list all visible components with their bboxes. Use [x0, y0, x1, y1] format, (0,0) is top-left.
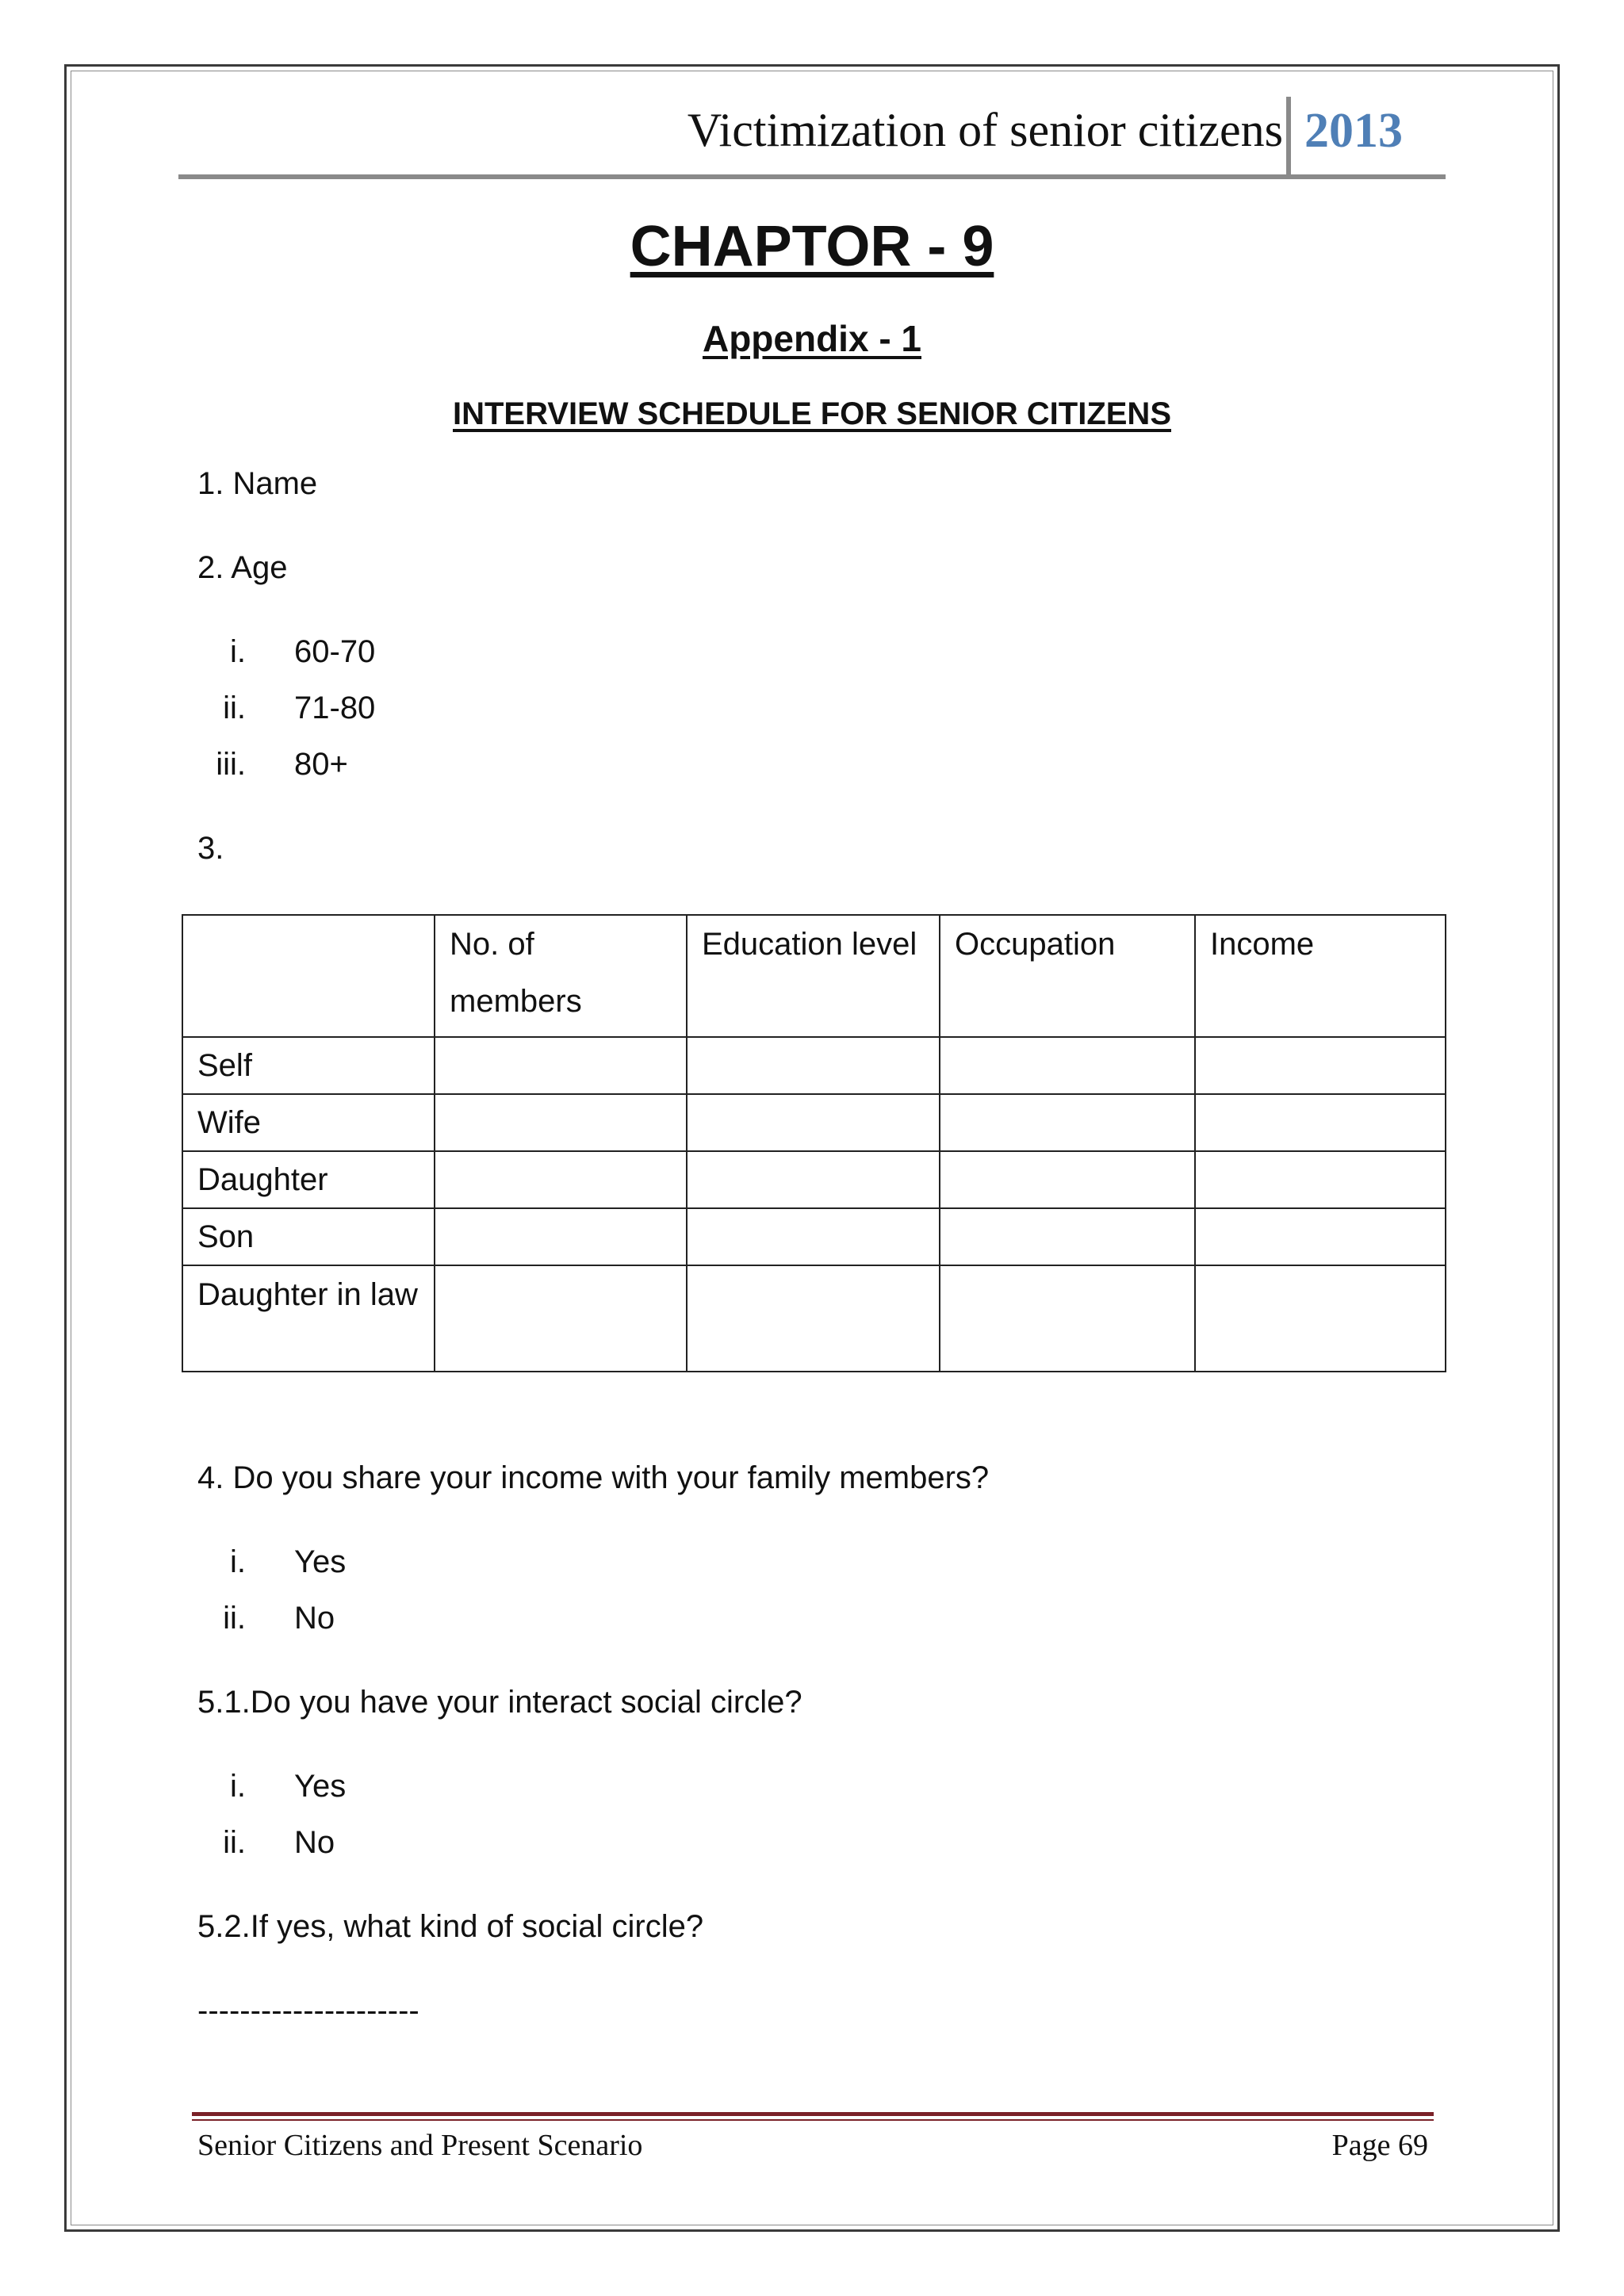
table-cell — [687, 1151, 940, 1208]
age-option-text: 60-70 — [294, 634, 376, 669]
appendix-title: Appendix - 1 — [702, 318, 922, 359]
family-members-table — [182, 914, 1446, 1372]
table-cell — [940, 1265, 1195, 1372]
social-circle-option-text: Yes — [294, 1769, 347, 1804]
question-name: 1. Name — [197, 466, 318, 501]
table-cell — [940, 1094, 1195, 1151]
footer-rule-thin — [192, 2119, 1434, 2121]
header-rule — [178, 174, 1446, 179]
table-cell — [687, 1265, 940, 1372]
table-header-cell: Education level — [687, 915, 940, 1037]
table-row-label: Daughter in law — [182, 1265, 435, 1372]
table-cell — [435, 1208, 687, 1265]
share-income-option-text: No — [294, 1601, 335, 1636]
share-income-option-text: Yes — [294, 1544, 347, 1579]
share-income-option-number: i. — [230, 1544, 246, 1579]
table-cell — [1195, 1151, 1446, 1208]
table-cell — [1195, 1265, 1446, 1372]
table-row-label: Daughter — [182, 1151, 435, 1208]
table-cell — [435, 1151, 687, 1208]
table-cell — [940, 1037, 1195, 1094]
footer-rule — [192, 2112, 1434, 2116]
age-option-number: i. — [230, 634, 246, 669]
table-cell — [435, 1265, 687, 1372]
table-header-row — [182, 915, 1446, 1037]
header-title: Victimization of senior citizens — [687, 104, 1283, 156]
table-cell — [435, 1037, 687, 1094]
table-cell — [435, 1094, 687, 1151]
table-row — [182, 1265, 1446, 1372]
share-income-option-number: ii. — [223, 1601, 246, 1636]
table-cell — [687, 1037, 940, 1094]
table-row — [182, 1208, 1446, 1265]
table-row — [182, 1094, 1446, 1151]
schedule-title: INTERVIEW SCHEDULE FOR SENIOR CITIZENS — [453, 396, 1171, 431]
question-age: 2. Age — [197, 550, 288, 585]
table-header-cell: Occupation — [940, 915, 1195, 1037]
table-row — [182, 1151, 1446, 1208]
table-header-cell: No. of members — [435, 915, 687, 1037]
question-family-table: 3. — [197, 831, 224, 866]
question-social-circle-kind: 5.2.If yes, what kind of social circle? — [197, 1909, 704, 1944]
header-divider — [1286, 97, 1291, 179]
table-header-cell: Income — [1195, 915, 1446, 1037]
table-cell — [1195, 1037, 1446, 1094]
table-cell — [940, 1208, 1195, 1265]
social-circle-option-number: ii. — [223, 1825, 246, 1860]
table-row-label: Son — [182, 1208, 435, 1265]
table-cell — [940, 1151, 1195, 1208]
chapter-title: CHAPTOR - 9 — [630, 215, 994, 278]
social-circle-option-text: No — [294, 1825, 335, 1860]
social-circle-option-number: i. — [230, 1769, 246, 1804]
header-year: 2013 — [1304, 104, 1403, 158]
table-cell — [1195, 1094, 1446, 1151]
age-option-text: 71-80 — [294, 691, 376, 725]
table-row — [182, 1037, 1446, 1094]
question-social-circle: 5.1.Do you have your interact social circle? — [197, 1685, 802, 1720]
table-header-cell — [182, 915, 435, 1037]
table-cell — [1195, 1208, 1446, 1265]
table-cell — [687, 1208, 940, 1265]
question-share-income: 4. Do you share your income with your family members? — [197, 1460, 990, 1495]
answer-blank-line: --------------------- — [197, 1993, 419, 2028]
table-row-label: Self — [182, 1037, 435, 1094]
footer-page-number: Page 69 — [1331, 2129, 1428, 2162]
footer-book-title: Senior Citizens and Present Scenario — [197, 2129, 643, 2162]
table-cell — [687, 1094, 940, 1151]
age-option-text: 80+ — [294, 747, 348, 782]
age-option-number: ii. — [223, 691, 246, 725]
table-row-label: Wife — [182, 1094, 435, 1151]
age-option-number: iii. — [216, 747, 246, 782]
